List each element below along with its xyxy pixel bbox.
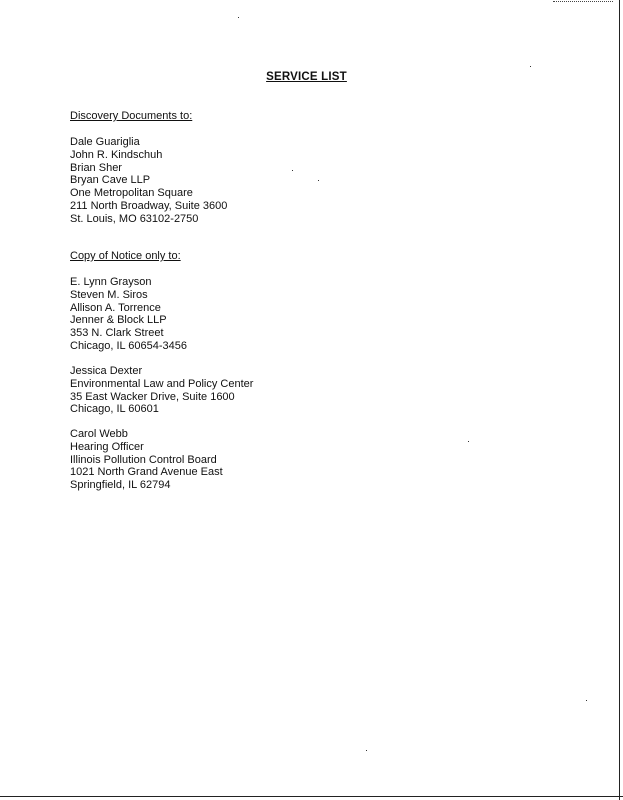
- address-line: Jenner & Block LLP: [70, 314, 167, 327]
- address-line: Bryan Cave LLP: [70, 174, 151, 187]
- address-line: St. Louis, MO 63102-2750: [70, 212, 199, 225]
- scan-speck: [318, 180, 319, 181]
- address-line: Hearing Officer: [70, 440, 144, 453]
- address-line: Jessica Dexter: [70, 365, 143, 377]
- address-line: Dale Guariglia: [70, 136, 140, 148]
- address-line: John R. Kindschuh: [70, 148, 163, 161]
- address-line: Allison A. Torrence: [70, 301, 161, 314]
- address-line: Springfield, IL 62794: [70, 479, 171, 492]
- page-title: SERVICE LIST: [266, 71, 347, 83]
- address-line: Chicago, IL 60601: [70, 403, 159, 416]
- address-line: Brian Sher: [70, 161, 122, 174]
- address-line: One Metropolitan Square: [70, 187, 193, 200]
- scan-speck: [530, 66, 531, 67]
- address-line: Steven M. Siros: [70, 288, 148, 301]
- scan-speck: [292, 170, 293, 171]
- section-notice-heading-block: [70, 250, 181, 263]
- section-discovery-heading-block: [70, 110, 192, 123]
- address-line: Illinois Pollution Control Board: [70, 453, 217, 466]
- address-line: Chicago, IL 60654-3456: [70, 339, 188, 352]
- scan-edge-top: [553, 1, 613, 3]
- address-line: Carol Webb: [70, 428, 128, 440]
- section-heading: Copy of Notice only to:: [70, 250, 181, 262]
- scan-edge-bottom: [0, 796, 623, 797]
- section-heading: Discovery Documents to:: [70, 110, 193, 122]
- address-block-ipcb: [70, 428, 223, 492]
- scan-speck: [468, 441, 469, 442]
- address-block-jenner-block: [70, 276, 187, 353]
- address-line: 1021 North Grand Avenue East: [70, 466, 223, 479]
- scan-edge-right: [619, 0, 620, 800]
- address-block-elpc: [70, 365, 253, 416]
- address-line: 35 East Wacker Drive, Suite 1600: [70, 390, 235, 403]
- scan-speck: [238, 17, 239, 18]
- scan-speck: [366, 750, 367, 751]
- scan-speck: [586, 700, 587, 701]
- address-block-bryan-cave: [70, 136, 227, 226]
- address-line: Environmental Law and Policy Center: [70, 377, 254, 390]
- address-line: E. Lynn Grayson: [70, 276, 152, 288]
- address-line: 353 N. Clark Street: [70, 327, 164, 340]
- address-line: 211 North Broadway, Suite 3600: [70, 199, 228, 212]
